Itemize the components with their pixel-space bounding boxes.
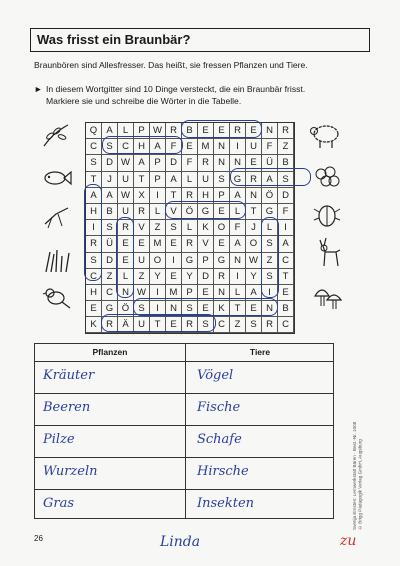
grid-cell: T bbox=[278, 269, 294, 285]
grid-cell: E bbox=[166, 317, 182, 333]
grid-cell: L bbox=[182, 220, 198, 236]
grid-cell: E bbox=[246, 123, 262, 139]
grid-cell: P bbox=[134, 123, 150, 139]
task-instructions bbox=[34, 83, 364, 107]
grid-cell: W bbox=[118, 155, 134, 171]
grid-cell: R bbox=[166, 123, 182, 139]
grid-cell: Ö bbox=[262, 188, 278, 204]
grid-cell: Ö bbox=[182, 204, 198, 220]
grid-cell: S bbox=[278, 172, 294, 188]
grid-cell: E bbox=[198, 123, 214, 139]
grid-cell: A bbox=[230, 188, 246, 204]
grid-cell: N bbox=[166, 301, 182, 317]
grid-cell: A bbox=[230, 236, 246, 252]
grid-cell: L bbox=[118, 123, 134, 139]
grid-cell: K bbox=[86, 317, 102, 333]
grid-cell: Z bbox=[262, 253, 278, 269]
grid-cell: N bbox=[230, 155, 246, 171]
grid-cell: G bbox=[214, 253, 230, 269]
animal-answer-4: Hirsche bbox=[197, 464, 249, 479]
grid-cell: E bbox=[182, 139, 198, 155]
fish-icon bbox=[42, 168, 72, 188]
grid-cell: W bbox=[134, 285, 150, 301]
task-line-1: In diesem Wortgitter sind 10 Dinge versteckt, die ein Braunbär frisst. bbox=[46, 84, 306, 94]
grid-cell: Y bbox=[150, 269, 166, 285]
berries-icon bbox=[312, 160, 342, 190]
grid-cell: Ä bbox=[118, 317, 134, 333]
grid-cell: F bbox=[230, 220, 246, 236]
grid-cell: P bbox=[150, 172, 166, 188]
grass-icon bbox=[42, 248, 72, 274]
mushrooms-icon bbox=[312, 282, 344, 312]
grid-cell: A bbox=[150, 139, 166, 155]
grid-cell: T bbox=[150, 317, 166, 333]
student-signature: Linda bbox=[160, 534, 201, 550]
grid-cell: S bbox=[102, 139, 118, 155]
grid-cell: T bbox=[230, 301, 246, 317]
grid-cell: B bbox=[102, 204, 118, 220]
grid-cell: E bbox=[86, 301, 102, 317]
grid-cell: C bbox=[86, 139, 102, 155]
intro-text: Braunbören sind Allesfresser. Das heißt, sie fressen Pflanzen und Tiere. bbox=[34, 60, 308, 70]
animals-header: Tiere bbox=[249, 347, 271, 357]
grid-cell: N bbox=[262, 123, 278, 139]
grid-cell: N bbox=[230, 253, 246, 269]
grid-cell: J bbox=[102, 172, 118, 188]
grid-cell: E bbox=[166, 269, 182, 285]
plant-answer-5: Gras bbox=[43, 496, 75, 511]
grid-cell: A bbox=[134, 155, 150, 171]
grid-cell: H bbox=[86, 204, 102, 220]
grid-cell: R bbox=[118, 220, 134, 236]
grid-cell: S bbox=[166, 220, 182, 236]
answer-table bbox=[34, 343, 334, 519]
grid-cell: C bbox=[86, 269, 102, 285]
grid-cell: G bbox=[198, 204, 214, 220]
grid-cell: I bbox=[86, 220, 102, 236]
grid-cell: N bbox=[214, 155, 230, 171]
plant-answer-1: Kräuter bbox=[43, 368, 95, 383]
credit-line-2: © Brigg Pädagogik Verlag GmbH, Augsburg bbox=[357, 439, 363, 530]
grid-cell: D bbox=[166, 155, 182, 171]
grid-cell: P bbox=[198, 253, 214, 269]
grid-cell: K bbox=[214, 301, 230, 317]
sheep-icon bbox=[308, 120, 344, 150]
grid-cell: T bbox=[86, 172, 102, 188]
found-word-mark bbox=[165, 201, 246, 219]
animal-answer-2: Fische bbox=[197, 400, 241, 415]
grid-cell: I bbox=[262, 285, 278, 301]
grid-cell: N bbox=[118, 285, 134, 301]
grid-cell: W bbox=[118, 188, 134, 204]
grid-cell: S bbox=[182, 301, 198, 317]
found-word-mark bbox=[102, 136, 183, 154]
grid-cell: O bbox=[214, 220, 230, 236]
grid-cell: U bbox=[118, 172, 134, 188]
grid-cell: U bbox=[118, 204, 134, 220]
grid-cell: R bbox=[214, 269, 230, 285]
grid-cell: N bbox=[214, 285, 230, 301]
grid-cell: I bbox=[166, 253, 182, 269]
grid-cell: L bbox=[230, 285, 246, 301]
grid-cell: N bbox=[262, 301, 278, 317]
herb-icon bbox=[40, 122, 72, 148]
grid-cell: S bbox=[262, 236, 278, 252]
grid-cell: C bbox=[118, 139, 134, 155]
grid-cell: R bbox=[182, 188, 198, 204]
grid-cell: R bbox=[134, 204, 150, 220]
grid-cell: E bbox=[214, 204, 230, 220]
grid-cell: C bbox=[102, 285, 118, 301]
grid-cell: Z bbox=[278, 139, 294, 155]
grid-cell: A bbox=[246, 285, 262, 301]
grid-cell: E bbox=[246, 301, 262, 317]
grid-cell: O bbox=[246, 236, 262, 252]
grid-cell: M bbox=[150, 236, 166, 252]
grid-cell: X bbox=[134, 188, 150, 204]
plant-answer-4: Wurzeln bbox=[43, 464, 98, 479]
grid-cell: I bbox=[150, 301, 166, 317]
bird-icon bbox=[42, 284, 72, 312]
grid-cell: R bbox=[102, 317, 118, 333]
grid-cell: S bbox=[246, 317, 262, 333]
grid-cell: A bbox=[86, 188, 102, 204]
grid-cell: Z bbox=[134, 269, 150, 285]
grid-cell: A bbox=[166, 172, 182, 188]
grid-cell: I bbox=[150, 188, 166, 204]
grid-cell: S bbox=[102, 220, 118, 236]
grid-cell: E bbox=[118, 253, 134, 269]
grid-cell: R bbox=[198, 155, 214, 171]
grid-cell: K bbox=[198, 220, 214, 236]
beetle-icon bbox=[312, 200, 342, 230]
grid-cell: N bbox=[214, 139, 230, 155]
grid-cell: W bbox=[246, 253, 262, 269]
grid-cell: E bbox=[246, 155, 262, 171]
grid-cell: Z bbox=[230, 317, 246, 333]
grid-cell: P bbox=[182, 285, 198, 301]
grid-cell: F bbox=[182, 155, 198, 171]
grid-cell: H bbox=[86, 285, 102, 301]
grid-cell: R bbox=[262, 317, 278, 333]
grid-cell: E bbox=[198, 285, 214, 301]
grid-cell: M bbox=[198, 139, 214, 155]
arrow-icon: ► bbox=[34, 84, 43, 94]
animal-answer-1: Vögel bbox=[197, 368, 234, 383]
plant-answer-2: Beeren bbox=[43, 400, 91, 415]
grid-cell: C bbox=[278, 253, 294, 269]
credit-line-1: Svenja Ernsten: Lernwerkstatt Bären · Best.-Nr. 1008 bbox=[352, 421, 357, 530]
grid-cell: E bbox=[166, 236, 182, 252]
grid-cell: V bbox=[134, 220, 150, 236]
animal-answer-3: Schafe bbox=[197, 432, 242, 447]
grid-cell: P bbox=[214, 188, 230, 204]
grid-cell: R bbox=[278, 123, 294, 139]
grid-cell: E bbox=[214, 123, 230, 139]
grid-cell: T bbox=[134, 172, 150, 188]
grid-cell: R bbox=[86, 236, 102, 252]
grid-cell: R bbox=[246, 172, 262, 188]
grid-cell: B bbox=[182, 123, 198, 139]
grid-cell: G bbox=[230, 172, 246, 188]
grid-cell: H bbox=[198, 188, 214, 204]
worksheet-title: Was frisst ein Braunbär? bbox=[30, 28, 370, 52]
grid-cell: A bbox=[102, 188, 118, 204]
grid-cell: A bbox=[278, 236, 294, 252]
grid-cell: H bbox=[134, 139, 150, 155]
grid-cell: V bbox=[198, 236, 214, 252]
grid-cell: Y bbox=[246, 269, 262, 285]
grid-cell: I bbox=[230, 139, 246, 155]
grid-cell: A bbox=[102, 123, 118, 139]
grid-cell: U bbox=[198, 172, 214, 188]
grid-cell: L bbox=[182, 172, 198, 188]
grid-cell: O bbox=[150, 253, 166, 269]
grid-cell: D bbox=[102, 253, 118, 269]
grid-cell: S bbox=[134, 301, 150, 317]
grid-cell: L bbox=[262, 220, 278, 236]
grid-cell: R bbox=[182, 317, 198, 333]
grid-cell: I bbox=[278, 220, 294, 236]
found-word-mark bbox=[116, 217, 134, 298]
grid-cell: S bbox=[86, 253, 102, 269]
grid-cell: Q bbox=[86, 123, 102, 139]
grid-cell: S bbox=[262, 269, 278, 285]
grid-cell: R bbox=[230, 123, 246, 139]
grid-cell: G bbox=[102, 301, 118, 317]
task-line-2: Markiere sie und schreibe die Wörter in die Tabelle. bbox=[46, 96, 242, 106]
found-word-mark bbox=[101, 314, 216, 332]
grid-cell: A bbox=[262, 172, 278, 188]
grid-cell: P bbox=[150, 155, 166, 171]
grid-cell: L bbox=[150, 204, 166, 220]
grid-cell: S bbox=[214, 172, 230, 188]
grid-cell: C bbox=[214, 317, 230, 333]
teacher-mark: zu bbox=[340, 533, 357, 549]
grid-cell: G bbox=[182, 253, 198, 269]
found-word-mark bbox=[230, 168, 311, 186]
grid-cell: I bbox=[230, 269, 246, 285]
publisher-credit bbox=[352, 380, 392, 530]
grasshopper-icon bbox=[42, 204, 72, 230]
grid-cell: D bbox=[198, 269, 214, 285]
grid-cell: L bbox=[118, 269, 134, 285]
animal-answer-5: Insekten bbox=[197, 496, 255, 511]
found-word-mark bbox=[84, 184, 102, 281]
grid-cell: F bbox=[278, 204, 294, 220]
found-word-mark bbox=[181, 120, 262, 138]
grid-cell: J bbox=[246, 220, 262, 236]
grid-cell: V bbox=[166, 204, 182, 220]
grid-cell: M bbox=[166, 285, 182, 301]
grid-cell: U bbox=[246, 139, 262, 155]
grid-cell: T bbox=[166, 188, 182, 204]
grid-cell: Y bbox=[182, 269, 198, 285]
grid-cell: C bbox=[278, 317, 294, 333]
grid-cell: Ö bbox=[118, 301, 134, 317]
grid-cell: B bbox=[278, 155, 294, 171]
grid-cell: S bbox=[86, 155, 102, 171]
grid-cell: G bbox=[262, 204, 278, 220]
grid-cell: L bbox=[230, 204, 246, 220]
grid-cell: F bbox=[166, 139, 182, 155]
grid-cell: S bbox=[198, 317, 214, 333]
grid-cell: N bbox=[246, 188, 262, 204]
grid-cell: I bbox=[150, 285, 166, 301]
grid-cell: F bbox=[262, 139, 278, 155]
found-word-mark bbox=[261, 217, 279, 298]
grid-cell: R bbox=[182, 236, 198, 252]
grid-cell: Z bbox=[102, 269, 118, 285]
plants-header: Pflanzen bbox=[92, 347, 128, 357]
grid-cell: D bbox=[102, 155, 118, 171]
grid-cell: E bbox=[198, 301, 214, 317]
grid-cell: Z bbox=[150, 220, 166, 236]
deer-icon bbox=[310, 236, 344, 272]
grid-cell: E bbox=[134, 236, 150, 252]
grid-cell: T bbox=[246, 204, 262, 220]
grid-cell: D bbox=[278, 188, 294, 204]
grid-cell: Ü bbox=[102, 236, 118, 252]
grid-cell: Ü bbox=[262, 155, 278, 171]
grid-cell: E bbox=[214, 236, 230, 252]
grid-cell: U bbox=[134, 317, 150, 333]
grid-cell: B bbox=[278, 301, 294, 317]
grid-cell: E bbox=[118, 236, 134, 252]
grid-cell: E bbox=[278, 285, 294, 301]
grid-cell: W bbox=[150, 123, 166, 139]
plant-answer-3: Pilze bbox=[43, 432, 75, 447]
page-number: 26 bbox=[34, 534, 43, 543]
grid-cell: U bbox=[134, 253, 150, 269]
